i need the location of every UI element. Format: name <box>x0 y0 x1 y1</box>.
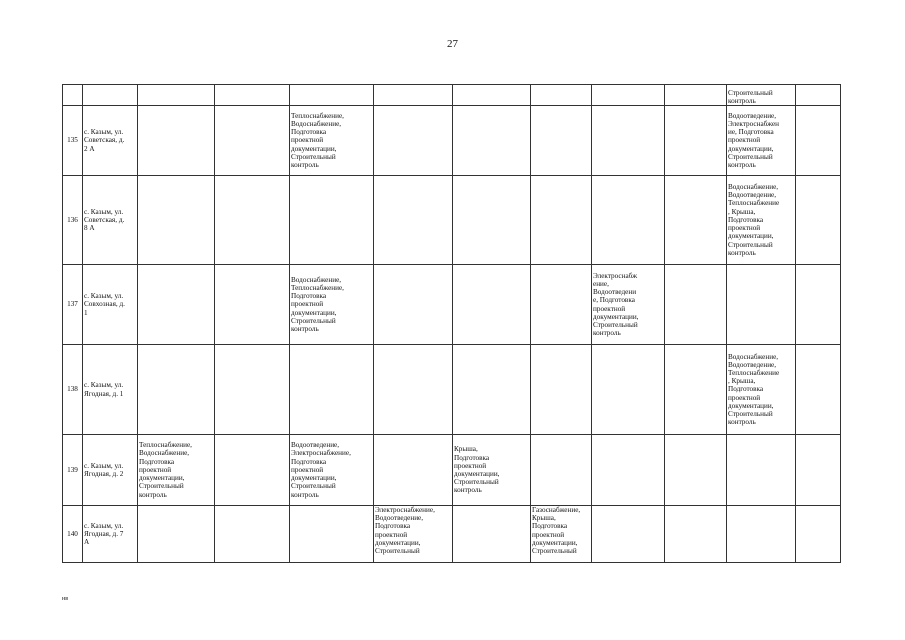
table-row <box>63 265 841 345</box>
works-cell <box>592 345 665 435</box>
works-cell <box>374 435 453 506</box>
row-number: 135 <box>63 106 83 176</box>
table-cell <box>592 85 665 106</box>
table-cell <box>83 85 138 106</box>
works-cell <box>215 106 290 176</box>
table-cell <box>138 85 215 106</box>
works-cell <box>138 345 215 435</box>
row-number: 138 <box>63 345 83 435</box>
table-cell: Строительный контроль <box>727 85 796 106</box>
works-cell <box>592 106 665 176</box>
works-cell <box>592 506 665 563</box>
works-cell <box>453 176 531 265</box>
works-cell <box>138 176 215 265</box>
works-cell <box>531 106 592 176</box>
table-cell <box>453 85 531 106</box>
table-cell <box>215 85 290 106</box>
works-cell <box>796 176 841 265</box>
table-cell <box>63 85 83 106</box>
page-number: 27 <box>447 38 458 50</box>
table-row <box>63 176 841 265</box>
works-cell: Водоснабжение, Теплоснабжение, Подготовка проектной документации, Строительный контроль <box>290 265 374 345</box>
address-cell: с. Казым, ул. Советская, д. 2 А <box>83 106 138 176</box>
works-cell <box>796 106 841 176</box>
works-cell <box>374 106 453 176</box>
works-cell: Электроснабж ение, Водоотведени е, Подготовка проектной документации, Строительный контроль <box>592 265 665 345</box>
works-cell <box>796 345 841 435</box>
works-cell <box>665 176 727 265</box>
table-cell <box>290 85 374 106</box>
works-cell <box>138 265 215 345</box>
row-number: 139 <box>63 435 83 506</box>
works-cell <box>592 435 665 506</box>
works-cell <box>665 265 727 345</box>
works-cell <box>453 106 531 176</box>
works-cell <box>796 435 841 506</box>
works-cell: Водоснабжение, Водоотведение, Теплоснабжение , Крыша, Подготовка проектной документации, Строительный контроль <box>727 176 796 265</box>
works-cell <box>215 345 290 435</box>
works-cell <box>215 435 290 506</box>
address-cell: с. Казым, ул. Ягодная, д. 2 <box>83 435 138 506</box>
works-cell <box>727 435 796 506</box>
works-cell <box>796 265 841 345</box>
works-cell <box>374 265 453 345</box>
table-cell <box>531 85 592 106</box>
works-cell: Крыша, Подготовка проектной документации, Строительный контроль <box>453 435 531 506</box>
table-cell <box>665 85 727 106</box>
footer-mark: нв <box>62 596 69 602</box>
works-cell <box>796 506 841 563</box>
works-cell: Теплоснабжение, Водоснабжение, Подготовка проектной документации, Строительный контроль <box>138 435 215 506</box>
works-cell <box>592 176 665 265</box>
table-row <box>63 106 841 176</box>
works-cell <box>290 345 374 435</box>
works-cell: Водоснабжение, Водоотведение, Теплоснабжение , Крыша, Подготовка проектной документации, Строительный контроль <box>727 345 796 435</box>
table-cell <box>374 85 453 106</box>
table-cell <box>796 85 841 106</box>
address-cell: с. Казым, ул. Ягодная, д. 7 А <box>83 506 138 563</box>
works-cell <box>453 345 531 435</box>
works-cell: Теплоснабжение, Водоснабжение, Подготовка проектной документации, Строительный контроль <box>290 106 374 176</box>
table-row <box>63 85 841 106</box>
works-cell: Водоотведение, Электроснабжен ие, Подготовка проектной документации, Строительный контроль <box>727 106 796 176</box>
works-cell <box>665 435 727 506</box>
works-cell <box>531 435 592 506</box>
works-cell <box>453 506 531 563</box>
table-row <box>63 345 841 435</box>
works-cell <box>138 106 215 176</box>
works-cell <box>453 265 531 345</box>
works-cell <box>531 265 592 345</box>
works-cell <box>665 506 727 563</box>
works-cell <box>215 176 290 265</box>
works-cell: Газоснабжение, Крыша, Подготовка проектной документации, Строительный <box>531 506 592 563</box>
works-cell <box>215 506 290 563</box>
address-cell: с. Казым, ул. Совхозная, д. 1 <box>83 265 138 345</box>
works-table <box>62 84 841 563</box>
row-number: 137 <box>63 265 83 345</box>
address-cell: с. Казым, ул. Советская, д. 8 А <box>83 176 138 265</box>
works-cell <box>531 176 592 265</box>
row-number: 136 <box>63 176 83 265</box>
address-cell: с. Казым, ул. Ягодная, д. 1 <box>83 345 138 435</box>
works-cell <box>727 506 796 563</box>
works-cell <box>138 506 215 563</box>
works-cell <box>290 506 374 563</box>
table-row <box>63 506 841 563</box>
works-cell: Электроснабжение, Водоотведение, Подготовка проектной документации, Строительный <box>374 506 453 563</box>
table-row <box>63 435 841 506</box>
works-cell <box>665 345 727 435</box>
works-cell <box>665 106 727 176</box>
works-cell <box>290 176 374 265</box>
works-cell <box>531 345 592 435</box>
works-cell <box>727 265 796 345</box>
works-cell <box>374 176 453 265</box>
row-number: 140 <box>63 506 83 563</box>
works-cell <box>374 345 453 435</box>
works-cell <box>215 265 290 345</box>
works-cell: Водоотведение, Электроснабжение, Подготовка проектной документации, Строительный контроль <box>290 435 374 506</box>
